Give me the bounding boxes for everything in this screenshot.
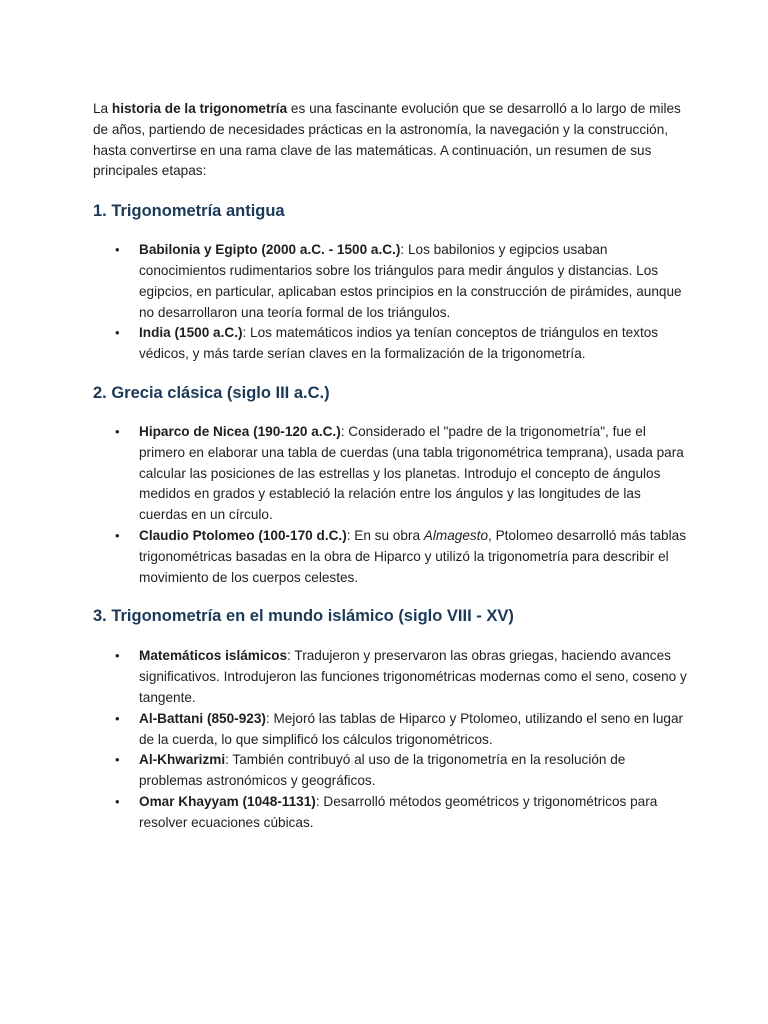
bullet-icon: •: [115, 242, 120, 258]
bullet-icon: •: [115, 423, 120, 439]
bullet-icon: •: [115, 325, 120, 341]
intro-prefix: La: [93, 101, 112, 116]
section-2-list: [93, 422, 688, 588]
bullet-icon: •: [115, 752, 120, 768]
intro-paragraph: [93, 99, 688, 182]
list-item: • Hiparco de Nicea (190-120 a.C.): Considerado el "padre de la trigonometría", fue el primero en elaborar una tabla de cuerdas (una tabla trigonométrica temprana), usada para calcular las posiciones de las estrellas y los planetas. Introdujo el concepto de ángulos medidos en grados y estableció la relación entre los ángulos y las longitudes de las cuerdas en un círculo.: [115, 423, 684, 523]
list-item: • Claudio Ptolomeo (100-170 d.C.): En su obra Almagesto, Ptolomeo desarrolló más tablas trigonométricas basadas en la obra de Hiparco y utilizó la trigonometría para describir el movimiento de los cuerpos celestes.: [115, 527, 686, 585]
list-item: • Al-Battani (850-923): Mejoró las tablas de Hiparco y Ptolomeo, utilizando el seno en lugar de la cuerda, lo que simplificó los cálculos trigonométricos.: [115, 710, 684, 747]
bullet-icon: •: [115, 648, 120, 664]
book-title: Almagesto: [423, 527, 489, 543]
bullet-icon: •: [115, 793, 120, 809]
list-item: • Al-Khwarizmi: También contribuyó al uso de la trigonometría en la resolución de problemas astronómicos y geográficos.: [115, 752, 626, 789]
section-3-list: [93, 646, 688, 833]
intro-text: es una fascinante evolución que se desarrolló a lo largo de miles de años, partiendo de necesidades prácticas en la astronomía, la navegación y la construcción, hasta convertirse en una rama clave de las matemáticas. A continuación, un resumen de sus principales etapas:: [93, 101, 681, 179]
intro-bold-term: historia de la trigonometría: [111, 101, 288, 116]
list-item: • India (1500 a.C.): Los matemáticos indios ya tenían conceptos de triángulos en textos védicos, y más tarde serían claves en la formalización de la trigonometría.: [115, 325, 659, 362]
list-item: • Omar Khayyam (1048-1131): Desarrolló métodos geométricos y trigonométricos para resolver ecuaciones cúbicas.: [115, 793, 658, 830]
bullet-icon: •: [115, 710, 120, 726]
section-1-list: [93, 240, 688, 365]
section-heading-1: 1. Trigonometría antigua: [93, 202, 285, 221]
bullet-icon: •: [115, 527, 120, 543]
list-item: • Babilonia y Egipto (2000 a.C. - 1500 a.C.): Los babilonios y egipcios usaban conocimientos rudimentarios sobre los triángulos para medir ángulos y distancias. Los egipcios, en particular, aplicaban estos principios en la construcción de pirámides, aunque no desarrollaron una teoría formal de los triángulos.: [115, 242, 682, 320]
section-heading-3: 3. Trigonometría en el mundo islámico (siglo VIII - XV): [93, 607, 514, 626]
list-item: • Matemáticos islámicos: Tradujeron y preservaron las obras griegas, haciendo avances significativos. Introdujeron las funciones trigonométricas modernas como el seno, coseno y tangente.: [115, 648, 687, 705]
section-heading-2: 2. Grecia clásica (siglo III a.C.): [93, 383, 330, 402]
